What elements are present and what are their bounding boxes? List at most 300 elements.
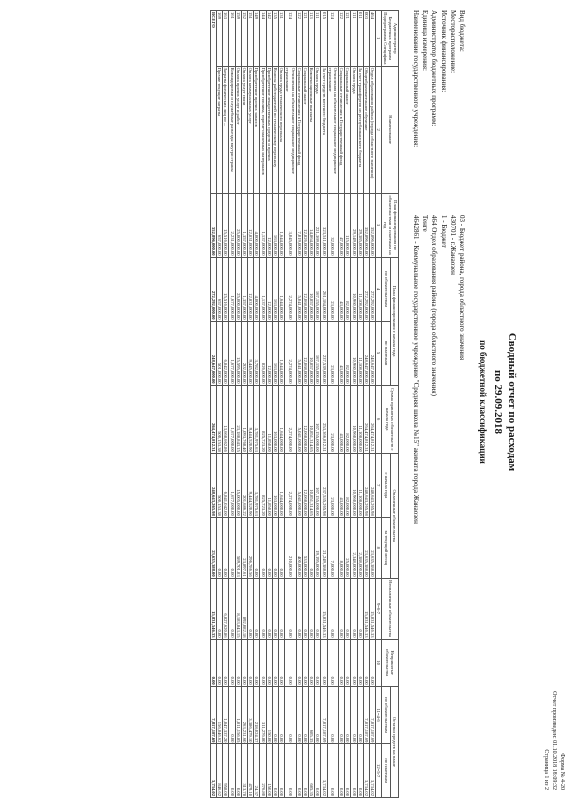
row-code: 011	[357, 11, 363, 67]
row-code: 142	[266, 11, 272, 67]
column-number: 1	[376, 11, 382, 67]
row-code: 169	[216, 11, 222, 67]
row-value: 0.00	[229, 639, 235, 686]
row-value: 115,000.00	[345, 193, 351, 257]
row-value: 3,781,975.63	[254, 453, 260, 517]
row-value: 0.00	[272, 686, 278, 744]
table-row	[223, 11, 229, 798]
row-value: 0.00	[296, 639, 302, 686]
table-row	[254, 11, 260, 798]
row-code: 464	[369, 11, 375, 67]
row-value: 167,155,000.00	[315, 257, 321, 321]
row-value: 0.00	[321, 639, 327, 686]
table-row	[272, 11, 278, 798]
row-value: 0.00	[357, 686, 363, 744]
row-value: 248,643,265.98	[363, 453, 369, 517]
row-value: 23,188,843.15	[235, 385, 241, 453]
row-value: 82,000.00	[345, 385, 351, 453]
row-value: 846.62	[216, 744, 222, 798]
row-value: 43,000.00	[338, 385, 344, 453]
col-paid-start: с начала года	[382, 453, 390, 517]
info-value: Тенге	[421, 215, 430, 232]
row-value: 685.35	[308, 686, 314, 744]
row-value: 7,817,187.69	[321, 686, 327, 744]
row-value: 25,000,000.00	[235, 193, 241, 257]
table-row	[351, 11, 357, 798]
row-value: 163,000.00	[272, 453, 278, 517]
table-row	[363, 11, 369, 798]
row-value: 12,831,000.00	[247, 193, 253, 257]
row-value: 2,274,000.00	[285, 321, 296, 385]
row-value: 0.00	[296, 744, 302, 798]
row-value: 201,686.22	[241, 453, 247, 517]
row-value: 0.00	[308, 517, 314, 578]
info-label: Администратор бюджетных программ:	[430, 10, 439, 127]
row-value: 11,108,000.00	[357, 321, 363, 385]
row-value: 0.00	[302, 744, 308, 798]
row-name: Оплата прочих услуг и работ	[235, 66, 241, 193]
row-value: 1,644,000.00	[278, 453, 284, 517]
column-number: 9=6-7	[376, 578, 382, 639]
table-row	[266, 11, 272, 798]
total-row	[210, 11, 216, 798]
row-name: Взносы работодателей по техническому персоналу	[272, 66, 278, 193]
row-code: 124	[327, 11, 338, 67]
row-code: 159	[235, 11, 241, 67]
row-value: 264,474,812.31	[369, 385, 375, 453]
row-value: 5,041,000.00	[296, 453, 302, 517]
table-row	[278, 11, 284, 798]
row-value: 23,000.00	[327, 257, 338, 321]
info-row	[429, 10, 438, 524]
row-value: 657,000.00	[216, 257, 222, 321]
row-name: Оплата труда	[351, 66, 357, 193]
table-row	[296, 11, 302, 798]
table-row	[229, 11, 235, 798]
row-value: 1,677,000.00	[229, 453, 235, 517]
row-value: 10,960,000.00	[351, 385, 357, 453]
column-number: 5	[376, 321, 382, 385]
row-value: 0.00	[315, 686, 321, 744]
row-value: 9,444,520.90	[247, 385, 253, 453]
col-plan-obl: по обязательствам	[382, 257, 390, 321]
total-value: 248,647,000.00	[210, 321, 216, 385]
row-value: 3,386,479.10	[247, 686, 253, 744]
table-row	[321, 11, 327, 798]
col-accepted: Сумма принятых обязательств с начала года	[382, 385, 399, 453]
column-number: 10	[376, 639, 382, 686]
row-value: 150.00	[266, 744, 272, 798]
table-row	[235, 11, 241, 798]
row-code: 003	[363, 11, 369, 67]
row-value: 8,000.00	[338, 517, 344, 578]
row-name: Компенсационные выплаты	[308, 66, 314, 193]
table-row	[357, 11, 363, 798]
row-value: 2,274,000.00	[285, 385, 296, 453]
row-name: Приобретение лекарственных средств и прочих	[266, 66, 272, 193]
row-value: 0.00	[272, 517, 278, 578]
row-value: 163,000.00	[272, 193, 278, 257]
row-value: 14,864,000.00	[308, 193, 314, 257]
row-value: 0.00	[315, 578, 321, 639]
total-value: 3,734.02	[210, 744, 216, 798]
col-plan-total: План финансирования по обязательствам и платежам на год	[382, 193, 399, 257]
row-value: 0.00	[308, 578, 314, 639]
row-value: 1,357,000.00	[241, 193, 247, 257]
col-name: Наименование	[382, 66, 399, 193]
row-value: 10,960,000.00	[351, 257, 357, 321]
report-subtitle: по бюджетной классификации	[478, 340, 488, 464]
row-value: 9,444,520.90	[247, 453, 253, 517]
info-label: Наименование государственного учреждения:	[411, 10, 420, 148]
row-value: 25,000,000.00	[235, 257, 241, 321]
column-number: 2	[376, 66, 382, 193]
col-remaining-group: Остатки средств на плане	[390, 686, 398, 797]
row-value: 3,734.02	[369, 744, 375, 798]
info-value: 464 Отдел образования района (города областного значения)	[430, 215, 439, 396]
row-value: 9,445,000.00	[247, 321, 253, 385]
row-value: 0.00	[229, 686, 235, 744]
row-code: 122	[338, 11, 344, 67]
row-value: 12,068,000.00	[302, 321, 308, 385]
row-value: 32,000.00	[327, 193, 338, 257]
row-value: 23,000.00	[327, 453, 338, 517]
col-plan-pay: по платежам	[382, 321, 390, 385]
row-value: 82,000.00	[345, 257, 351, 321]
row-value: 0.00	[229, 578, 235, 639]
row-code: 111	[351, 11, 357, 67]
table-row	[369, 11, 375, 798]
col-rem-pay: по платежам	[382, 744, 390, 798]
table-row	[241, 11, 247, 798]
row-value: 0.00	[285, 578, 296, 639]
row-value: 15,516,000.00	[223, 193, 229, 257]
row-value: 0.00	[247, 578, 253, 639]
info-row	[448, 10, 457, 524]
form-number: Форма № 4-20	[559, 753, 565, 790]
row-value: 1,677,000.00	[229, 321, 235, 385]
row-value: 0.00	[327, 686, 338, 744]
row-value: 0.00	[285, 744, 296, 798]
row-value: 12,068,000.00	[302, 257, 308, 321]
row-value: 0.00	[278, 686, 284, 744]
row-value: 0.00	[302, 578, 308, 639]
row-code: 152	[241, 11, 247, 67]
row-value: 0.00	[229, 517, 235, 578]
row-value: 479.10	[247, 744, 253, 798]
row-value: 0.00	[308, 639, 314, 686]
row-value: 0.00	[260, 578, 266, 639]
info-value: 4642861 - Коммунальное государственное учреждение "Средняя школа №15" акимата города Жанаозен	[411, 215, 420, 524]
row-value: 1,093,768.40	[241, 385, 247, 453]
row-value: 15,831,546.33	[321, 578, 327, 639]
row-value: 7,000.00	[327, 517, 338, 578]
row-value: 15,516,000.00	[223, 257, 229, 321]
row-name: Приобретение прочих запасов	[254, 66, 260, 193]
row-value: 0.00	[260, 639, 266, 686]
row-value: 15,831,546.33	[363, 578, 369, 639]
row-value: 0.00	[357, 639, 363, 686]
row-value: 202,000.00	[241, 321, 247, 385]
row-value: 1,644,000.00	[278, 385, 284, 453]
row-value: 826,000.00	[260, 321, 266, 385]
row-value: 0.00	[223, 517, 229, 578]
row-value: 13,668,662.86	[223, 385, 229, 453]
row-value: 150.00	[266, 686, 272, 744]
row-value: 5,041,000.00	[296, 385, 302, 453]
row-value: 0.00	[247, 639, 253, 686]
row-name: Прочие текущие затраты	[216, 66, 222, 193]
row-value: 0.00	[278, 578, 284, 639]
row-name: Оплата услуг связи	[241, 66, 247, 193]
row-value: 23,635,388.00	[369, 517, 375, 578]
row-value: 11,108,000.00	[357, 385, 363, 453]
row-code: 135	[272, 11, 278, 67]
row-value: 0.00	[345, 578, 351, 639]
info-value: 03 - Бюджет района, города областного значения	[458, 215, 466, 361]
row-value: 0.00	[345, 744, 351, 798]
row-value: 1,137,000.00	[260, 257, 266, 321]
row-value: 0.00	[338, 639, 344, 686]
column-number: 4	[376, 257, 382, 321]
row-value: 43,000.00	[338, 453, 344, 517]
row-value: 0.00	[216, 517, 222, 578]
row-value: 400,000.00	[296, 517, 302, 578]
row-value: 1,137,000.00	[260, 193, 266, 257]
row-value: 0.00	[272, 744, 278, 798]
row-value: 1,644,000.00	[278, 193, 284, 257]
total-value: 0.00	[210, 639, 216, 686]
row-value: 29,149,000.00	[351, 193, 357, 257]
row-value: 272,292,000.00	[363, 257, 369, 321]
row-value: 11,850.00	[266, 453, 272, 517]
col-admin: Администратор Бюджетных программ Подпрограмма Специфика	[382, 12, 398, 65]
row-value: 825,723.20	[260, 453, 266, 517]
row-value: 11,108,000.00	[357, 453, 363, 517]
info-label: Единица измерения:	[421, 10, 430, 71]
row-value: 0.00	[285, 686, 296, 744]
table-row	[327, 11, 338, 798]
row-value: 0.00	[351, 639, 357, 686]
row-value: 221,369,000.00	[315, 193, 321, 257]
table-row	[216, 11, 222, 798]
row-value: 0.00	[272, 639, 278, 686]
row-value: 0.00	[357, 744, 363, 798]
row-value: 218,024.37	[254, 686, 260, 744]
row-name: Социальные отчисления в Государственный фонд	[296, 66, 302, 193]
row-value: 352,896,000.00	[363, 193, 369, 257]
row-value: 82,000.00	[345, 321, 351, 385]
row-name: Командировки и служебные разъезды внутри страны	[229, 66, 235, 193]
row-value: 23,000.00	[327, 385, 338, 453]
row-value: 500,153.38	[216, 453, 222, 517]
row-code: 121	[345, 11, 351, 67]
row-code: 144	[260, 11, 266, 67]
row-value: 15,005,000.00	[235, 453, 241, 517]
info-label: Вид бюджета:	[458, 10, 466, 52]
row-name: Социальный налог	[302, 66, 308, 193]
row-value: 0.00	[327, 578, 338, 639]
table-row	[302, 11, 308, 798]
row-value: 0.00	[216, 578, 222, 639]
row-value: 2,231,000.00	[229, 193, 235, 257]
column-number: 8	[376, 517, 382, 578]
row-value: 12,831,000.00	[247, 257, 253, 321]
table-row	[345, 11, 351, 798]
column-number: 7	[376, 453, 382, 517]
row-value: 43,000.00	[338, 321, 344, 385]
row-value: 825,723.20	[260, 385, 266, 453]
total-value: 7,817,187.69	[210, 686, 216, 744]
row-code: 121	[302, 11, 308, 67]
row-value: 0.00	[369, 639, 375, 686]
col-paid-month: за текущий месяц	[382, 517, 390, 578]
row-value: 11,108,000.00	[357, 257, 363, 321]
row-value: 685.35	[308, 744, 314, 798]
row-value: 5,041,000.00	[296, 321, 302, 385]
row-value: 0.00	[278, 744, 284, 798]
row-value: 311,276.80	[260, 686, 266, 744]
row-code: 122	[296, 11, 302, 67]
row-value: 261,184,000.00	[321, 257, 327, 321]
row-value: 0.00	[327, 744, 338, 798]
column-number: 6	[376, 385, 382, 453]
row-value: 1,847,337.20	[223, 686, 229, 744]
row-value: 0.00	[229, 744, 235, 798]
row-code: 111	[315, 11, 321, 67]
row-value: 43,000.00	[338, 257, 344, 321]
col-unpaid: Неоплаченные обязательства	[382, 578, 399, 639]
row-value: 0.00	[266, 517, 272, 578]
table-row	[338, 11, 344, 798]
row-name: Приобретение топлива, горюче-смазочных материалов	[260, 66, 266, 193]
row-value: 0.00	[315, 744, 321, 798]
row-code: 015	[321, 11, 327, 67]
row-value: 10,960,000.00	[351, 321, 357, 385]
row-value: 163,000.00	[272, 385, 278, 453]
row-value: 0.00	[296, 578, 302, 639]
row-value: 12,068,000.00	[302, 453, 308, 517]
row-name: Оплата труда	[315, 66, 321, 193]
row-code: 131	[278, 11, 284, 67]
row-value: 2,348,000.00	[351, 517, 357, 578]
info-label: Источник финансирования:	[439, 10, 448, 93]
table-row	[247, 11, 253, 798]
row-value: 0.00	[345, 686, 351, 744]
row-value: 156,846.62	[216, 686, 222, 744]
row-value: 210,000.00	[285, 517, 296, 578]
col-plan-group: План финансирования с начала года	[390, 257, 398, 385]
row-value: 0.00	[338, 744, 344, 798]
row-name: За счет средств местного бюджета	[321, 66, 327, 193]
row-code: 113	[308, 11, 314, 67]
table-row	[285, 11, 296, 798]
total-value: 15,831,546.33	[210, 578, 216, 639]
row-value: 7,817,187.69	[369, 686, 375, 744]
row-value: 10,851,314.65	[308, 453, 314, 517]
row-value: 10,857,000.00	[308, 321, 314, 385]
row-value: 1,811,156.85	[235, 686, 241, 744]
col-rem-obl: по обязательствам	[382, 686, 390, 744]
row-value: 2,274,000.00	[285, 257, 296, 321]
row-value: 0.00	[296, 686, 302, 744]
row-name: Социальный налог	[345, 66, 351, 193]
row-value: 24.37	[254, 744, 260, 798]
row-value: 23,635,388.00	[363, 517, 369, 578]
row-value: 248,643,265.98	[369, 453, 375, 517]
row-name: Отдел образования района (города областного значения)	[369, 66, 375, 193]
row-code: 161	[229, 11, 235, 67]
row-value: 0.00	[266, 639, 272, 686]
row-value: 0.00	[254, 578, 260, 639]
row-value: 1,644,000.00	[278, 321, 284, 385]
row-value: 12,000.00	[266, 193, 272, 257]
row-value: 21,249,388.00	[321, 517, 327, 578]
row-value: 47,000.00	[338, 193, 344, 257]
row-value: 0.00	[278, 639, 284, 686]
row-value: 1,677,000.00	[229, 257, 235, 321]
row-value: 0.00	[241, 639, 247, 686]
row-name: Отчисления на обязательное социальное медицинское страхование	[285, 66, 296, 193]
row-value: 589,701.83	[235, 517, 241, 578]
row-value: 0.00	[351, 578, 357, 639]
row-value: 276.80	[260, 744, 266, 798]
row-name: Социальные отчисления в Государственный фонд	[338, 66, 344, 193]
row-value: 167,155,000.00	[315, 385, 321, 453]
page-indicator: Страница 1 из 2	[543, 749, 549, 790]
row-value: 6,841,042.00	[223, 453, 229, 517]
info-value: 430701 - г.Жанаозен	[448, 215, 457, 275]
column-number: 12=5-7	[376, 744, 382, 798]
row-value: 0.00	[338, 578, 344, 639]
info-row	[457, 10, 466, 524]
row-value: 253,366,812.31	[321, 385, 327, 453]
row-value: 237,535,265.98	[321, 453, 327, 517]
row-value: 0.00	[285, 639, 296, 686]
info-row	[420, 10, 429, 524]
col-paid-group: Оплаченные обязательства	[390, 453, 398, 578]
row-value: 29,385,000.00	[357, 193, 363, 257]
row-name: Затраты физических лиц по ...	[223, 66, 229, 193]
row-value: 7,019,000.00	[296, 193, 302, 257]
row-value: 501,000.00	[216, 321, 222, 385]
total-value: 248,643,265.98	[210, 453, 216, 517]
row-value: 12,826,000.00	[302, 193, 308, 257]
row-value: 264,474,812.31	[363, 385, 369, 453]
row-value: 0.00	[345, 639, 351, 686]
row-value: 15,831,546.33	[369, 578, 375, 639]
info-label: Месторасположение:	[448, 10, 457, 74]
row-value: 0.00	[357, 578, 363, 639]
total-value: 264,474,812.31	[210, 385, 216, 453]
expense-table	[210, 10, 399, 798]
row-value: 3,045,000.00	[285, 193, 296, 257]
row-value: 0.00	[302, 686, 308, 744]
row-value: 296,786.56	[247, 517, 253, 578]
info-row	[411, 10, 420, 524]
print-timestamp: Отчет произведен: 01.10.2018 18:09:32	[551, 691, 557, 790]
row-value: 4,000,000.00	[254, 193, 260, 257]
row-value: 0.00	[278, 517, 284, 578]
row-value: 237,539,000.00	[321, 321, 327, 385]
row-value: 25,000.00	[345, 517, 351, 578]
row-value: 0.00	[302, 639, 308, 686]
column-number: 3	[376, 193, 382, 257]
row-value: 313.78	[241, 744, 247, 798]
row-value: 12,000.00	[266, 257, 272, 321]
row-code: 151	[247, 11, 253, 67]
table-row	[315, 11, 321, 798]
